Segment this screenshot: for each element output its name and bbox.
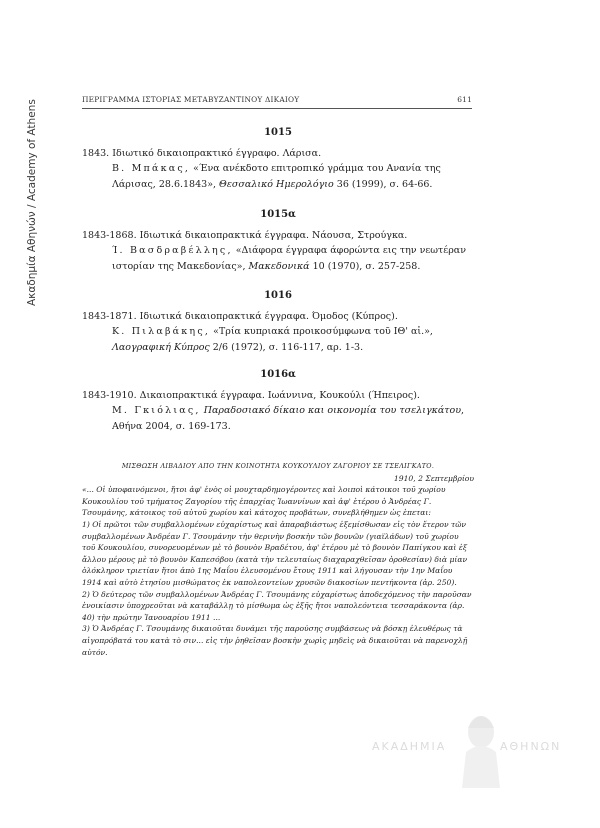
document-date: 1910, 2 Σεπτεμβρίου <box>393 473 474 483</box>
entry-tail: , Αθήνα 2004, σ. 169-173. <box>112 405 465 432</box>
entry-number: 1016α <box>260 369 296 380</box>
side-watermark <box>12 36 38 306</box>
document-paragraph: 3) Ὁ Ἀνδρέας Γ. Τσουμάνης δικαιοῦται δυνάμει τῆς παρούσης συμβάσεως νὰ βόσκῃ ἐλευθέρως τὰ αἰγοπρόβατά του κατὰ τὸ σιν... εἰς τὴν ῥηθεῖσαν βοσκὴν χωρὶς μηδεὶς νὰ δικαιοῦται νὰ παρενοχλῇ αὐτόν. <box>82 624 468 657</box>
document-paragraph: «... Οἱ ὑποφαινόμενοι, ἤτοι ἀφ' ἑνὸς οἱ μουχταρδημογέροντες καὶ λοιποὶ κάτοικοι τοῦ χωρίου Κουκουλίου τοῦ τμήματος Ζαγορίου τῆς ἐπαρχίας Ἰωαννίνων καὶ ἀφ' ἑτέρου ὁ Ἀνδρέας Γ. Τσουμάνης, κάτοικος τοῦ αὐτοῦ χωρίου καὶ κάτοχος προβάτων, συνεβλήθημεν ὡς ἑπεται: <box>82 485 446 518</box>
entry-title: «Τρία κυπριακά προικοσύμφωνα τοῦ ΙΘ' αἰ.», <box>210 326 433 338</box>
academy-watermark <box>372 700 582 810</box>
entry-journal: Παραδοσιακό δίκαιο και οικονομία του τσελιγκάτου <box>203 405 462 417</box>
document-paragraph: 1) Οἱ πρῶτοι τῶν συμβαλλομένων εὐχαρίστως καὶ ἀπαραβιάστως ἐξεμίσθωσαν εἰς τὸν ἕτερον τῶν συμβαλλομένων Ἀνδρέαν Γ. Τσουμάνην τὴν θερινὴν βοσκὴν τῶν βουνῶν (γιαϊλάδων) τοῦ χωρίου τοῦ Κουκουλίου, συνορευομένων μὲ τὸ βουνὸν Βραδέτου, ἀφ' ἑτέρου μὲ τὸ βουνὸν Παπίγκου καὶ ἐξ ἄλλου μέρους μὲ τὸ βουνὸν Καπεσόβου (κατὰ τὴν τελευταίως διαχαραχθεῖσαν ὀροθεσίαν) διὰ μίαν ὁλόκληρον τριετίαν ἤτοι ἀπὸ 1ης Μαΐου ἐλευσομένου ἔτους 1911 καὶ λήγουσαν τὴν 1ην Μαΐου 1914 καὶ αὐτὸ ἐτησίου μισθώματος ἐκ ναπολεοντείων χρυσῶν διακοσίων πεντήκοντα (ἀρ. 250). <box>82 519 468 587</box>
entry-date-line: 1843-1871. Ιδιωτικά δικαιοπρακτικά έγγραφα. Όμοδος (Κύπρος). <box>82 311 398 323</box>
watermark-right-text: ΑΘΗΝΩΝ <box>500 740 562 753</box>
running-header-title: ΠΕΡΙΓΡΑΜΜΑ ΙΣΤΟΡΙΑΣ ΜΕΤΑΒΥΖΑΝΤΙΝΟΥ ΔΙΚΑΙΟΥ <box>82 95 300 104</box>
entry-journal: Μακεδονικά <box>248 260 310 272</box>
entry-date-line: 1843. Ιδιωτικό δικαιοπρακτικό έγγραφο. Λάρισα. <box>82 148 322 160</box>
document-paragraph: 2) Ὁ δεύτερος τῶν συμβαλλομένων Ἀνδρέας Γ. Τσουμάνης εὐχαρίστως ἀποδεχόμενος τὴν παροῦσαν ἐνοικίασιν ὑποχρεοῦται νὰ καταβάλλῃ τὸ μίσθωμα ὡς ἑξῆς ἤτοι ναπολεόντεια τεσσαράκοντα (ἀρ. 40) τὴν πρώτην Ἰανουαρίου 1911 ... <box>82 589 472 622</box>
entry-tail: 10 (1970), σ. 257-258. <box>309 260 421 272</box>
running-header <box>82 95 472 104</box>
entry-author: Ί. Βασδραβέλλης, <box>112 245 233 257</box>
side-watermark-text: Ακαδημία Αθηνών / Academy of Athens <box>26 99 38 306</box>
entry-number: 1015 <box>264 127 292 138</box>
entry-title: «Ένα ανέκδοτο επιτροπικό γράμμα του Ανανία της Λάρισας, 28.6.1843», <box>112 163 441 190</box>
document-title: ΜΙΣΘΩΣΗ ΛΙΒΑΔΙΟΥ ΑΠΟ ΤΗΝ ΚΟΙΝΟΤΗΤΑ ΚΟΥΚΟΥΛΙΟΥ ΖΑΓΟΡΙΟΥ ΣΕ ΤΣΕΛΙΓΚΑΤΟ. <box>121 462 435 470</box>
entry-journal: Θεσσαλικό Ημερολόγιο <box>219 178 334 190</box>
entry-journal: Λαογραφική Κύπρος <box>112 341 210 353</box>
entry-title: «Διάφορα έγγραφα άφορώντα εις την νεωτέραν ιστορίαν της Μακεδονίας», <box>112 245 466 272</box>
watermark-left-text: ΑΚΑΔΗΜΙΑ <box>372 740 447 753</box>
entry-reference <box>82 161 474 191</box>
entry-author: Μ. Γκιόλιας, <box>112 405 201 417</box>
entry-date-line: 1843-1910. Δικαιοπρακτικά έγγραφα. Ιωάννινα, Κουκούλι (Ήπειρος). <box>82 390 420 402</box>
athena-emblem-icon <box>460 708 502 788</box>
header-rule <box>82 108 472 109</box>
entry-number: 1015α <box>260 209 296 220</box>
entry-1015 <box>82 125 474 192</box>
entry-tail: 36 (1999), σ. 64-66. <box>333 178 433 190</box>
entry-1016a <box>82 367 474 434</box>
entry-reference <box>82 403 474 433</box>
entry-tail: 2/6 (1972), σ. 116-117, αρ. 1-3. <box>209 341 364 353</box>
entry-1015a <box>82 207 474 274</box>
entry-author: Β. Μπάκας, <box>112 163 191 175</box>
entry-1016 <box>82 288 474 355</box>
entry-date-line: 1843-1868. Ιδιωτικά δικαιοπρακτικά έγγραφα. Νάουσα, Στρούγκα. <box>82 230 408 242</box>
quoted-document <box>82 461 474 658</box>
entry-author: Κ. Πιλαβάκης, <box>112 326 211 338</box>
entry-reference <box>82 243 474 273</box>
page-number: 611 <box>457 95 472 104</box>
entry-number: 1016 <box>264 290 292 301</box>
entry-reference <box>82 324 474 354</box>
